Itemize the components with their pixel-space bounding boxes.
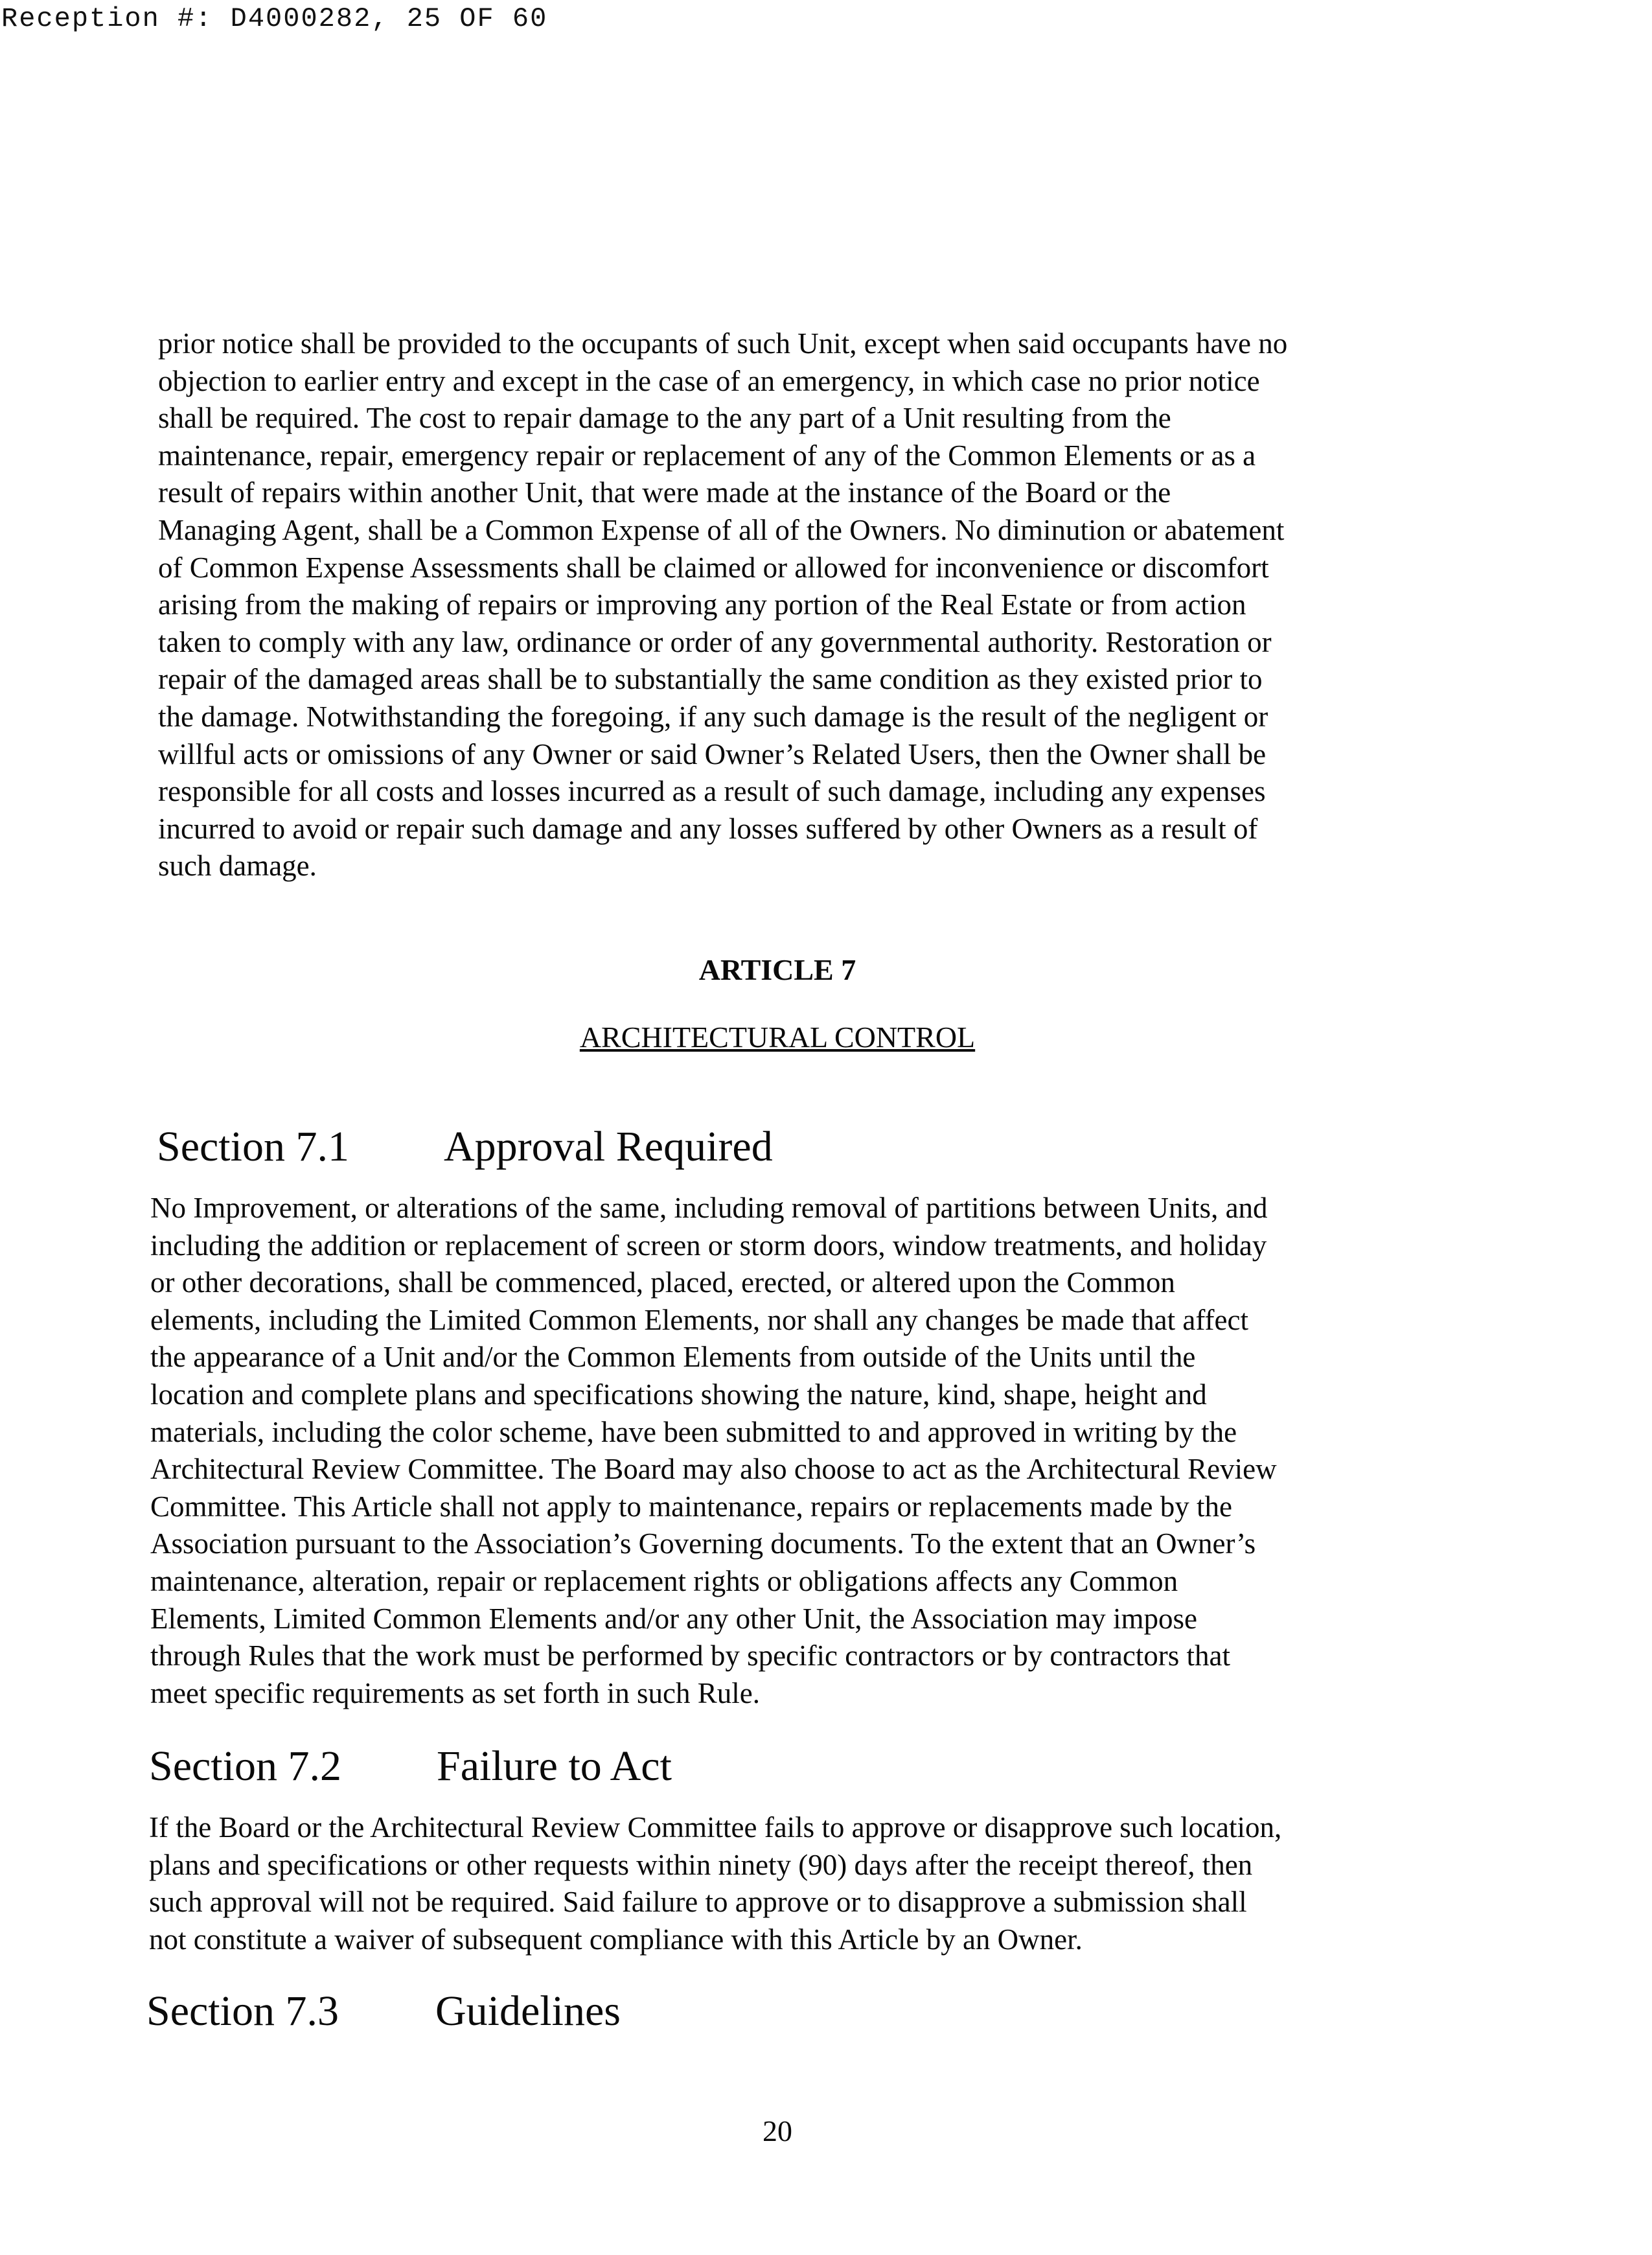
reception-number-header: Reception #: D4000282, 25 OF 60 [1,3,548,34]
paragraph-line: or other decorations, shall be commenced, placed, erected, or altered upon the Common [150,1266,1175,1299]
continuation-paragraph [158,325,1287,885]
paragraph-line: Architectural Review Committee. The Board may also choose to act as the Architectural Review [150,1453,1277,1486]
paragraph-line: incurred to avoid or repair such damage and any losses suffered by other Owners as a result of [158,812,1258,845]
article-title: ARTICLE 7 [698,953,856,986]
paragraph-line: maintenance, alteration, repair or replacement rights or obligations affects any Common [150,1564,1178,1597]
paragraph-line: elements, including the Limited Common Elements, nor shall any changes be made that affect [150,1303,1248,1336]
paragraph-line: of Common Expense Assessments shall be claimed or allowed for inconvenience or discomfort [158,551,1269,584]
paragraph-line: objection to earlier entry and except in the case of an emergency, in which case no prior notice [158,364,1260,397]
paragraph-line: taken to comply with any law, ordinance or order of any governmental authority. Restoration or [158,625,1272,658]
section-number: Section 7.2 [149,1742,341,1790]
paragraph-line: meet specific requirements as set forth in such Rule. [150,1676,760,1709]
page-number: 20 [763,2114,792,2147]
paragraph-line: location and complete plans and specifications showing the nature, kind, shape, height and [150,1378,1207,1411]
section-title: Guidelines [435,1987,621,2035]
paragraph-line: such damage. [158,850,317,883]
paragraph-line: Association pursuant to the Association’s Governing documents. To the extent that an Owner’s [150,1527,1256,1560]
paragraph-line: plans and specifications or other requests within ninety (90) days after the receipt thereof, then [149,1848,1253,1881]
paragraph-line: shall be required. The cost to repair damage to the any part of a Unit resulting from the [158,402,1171,435]
paragraph-line: through Rules that the work must be performed by specific contractors or by contractors that [150,1639,1231,1672]
paragraph-line: materials, including the color scheme, have been submitted to and approved in writing by the [150,1415,1237,1448]
paragraph-line: result of repairs within another Unit, that were made at the instance of the Board or the [158,476,1171,509]
section-number: Section 7.3 [146,1987,339,2035]
section-title: Approval Required [444,1123,773,1170]
paragraph-line: not constitute a waiver of subsequent compliance with this Article by an Owner. [149,1923,1083,1956]
paragraph-line: Elements, Limited Common Elements and/or any other Unit, the Association may impose [150,1602,1197,1635]
section-number: Section 7.1 [157,1123,349,1170]
section-heading-7-2 [149,1740,926,1792]
paragraph-line: maintenance, repair, emergency repair or replacement of any of the Common Elements or as a [158,439,1256,472]
paragraph-line: repair of the damaged areas shall be to substantially the same condition as they existed prior to [158,663,1263,696]
paragraph-line: responsible for all costs and losses incurred as a result of such damage, including any expenses [158,775,1266,808]
paragraph-line: No Improvement, or alterations of the same, including removal of partitions between Units, and [150,1192,1268,1224]
section-heading-7-3 [146,1985,924,2037]
paragraph-line: including the addition or replacement of screen or storm doors, window treatments, and holiday [150,1229,1267,1262]
article-subtitle: ARCHITECTURAL CONTROL [579,1021,976,1054]
paragraph-line: willful acts or omissions of any Owner or said Owner’s Related Users, then the Owner shall be [158,737,1267,770]
paragraph-line: the damage. Notwithstanding the foregoing, if any such damage is the result of the negligent or [158,700,1268,733]
paragraph-line: the appearance of a Unit and/or the Common Elements from outside of the Units until the [150,1341,1196,1374]
section-7-1-paragraph [150,1190,1277,1712]
section-heading-7-1 [157,1121,934,1173]
paragraph-line: Committee. This Article shall not apply to maintenance, repairs or replacements made by the [150,1490,1232,1523]
paragraph-line: If the Board or the Architectural Review Committee fails to approve or disapprove such location, [149,1811,1282,1844]
paragraph-line: such approval will not be required. Said failure to approve or to disapprove a submission shall [149,1886,1247,1919]
paragraph-line: Managing Agent, shall be a Common Expense of all of the Owners. No diminution or abatement [158,513,1285,546]
section-7-2-paragraph [149,1809,1281,1958]
paragraph-line: arising from the making of repairs or improving any portion of the Real Estate or from action [158,588,1246,621]
paragraph-line: prior notice shall be provided to the occupants of such Unit, except when said occupants have no [158,327,1288,360]
section-title: Failure to Act [437,1742,672,1790]
